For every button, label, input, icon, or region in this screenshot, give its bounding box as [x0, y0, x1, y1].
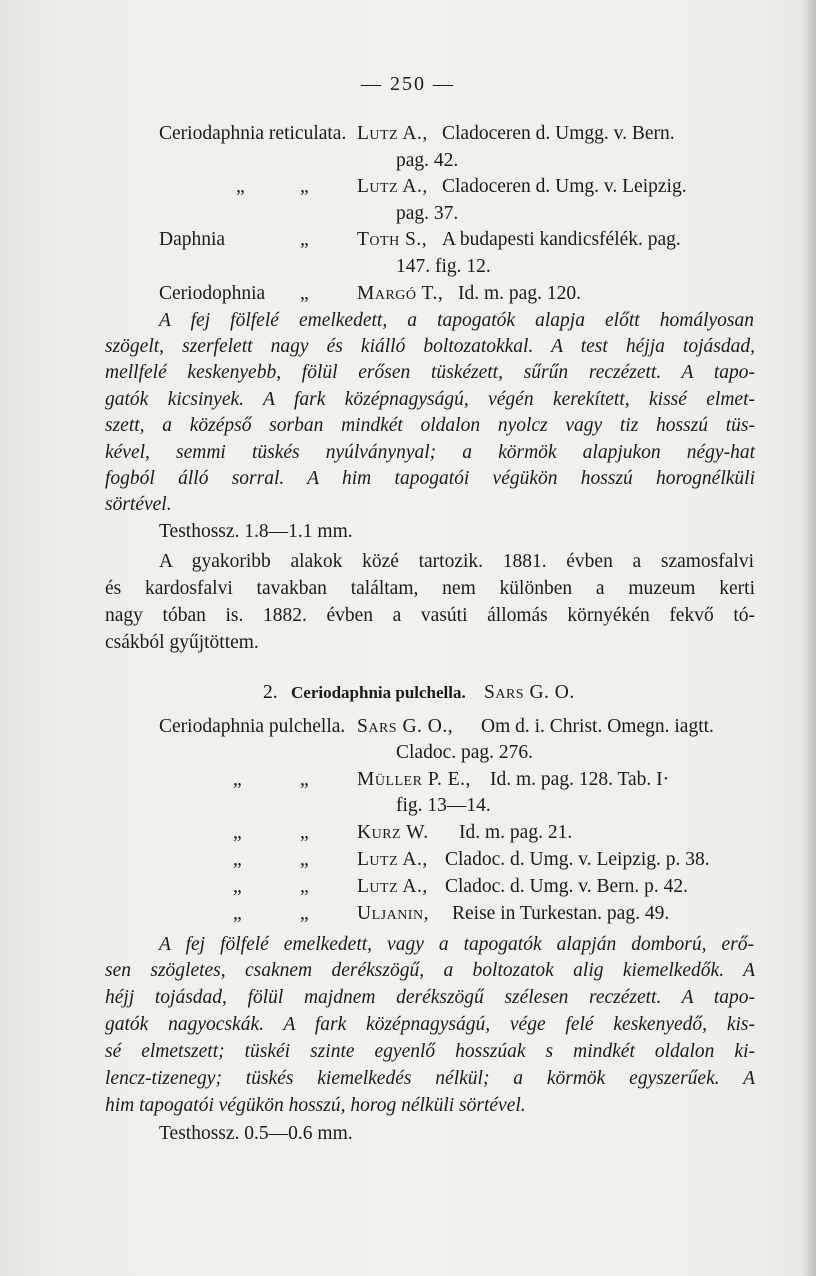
ref-ditto-mark: „ — [233, 849, 242, 870]
ref-ditto-mark: „ — [300, 769, 309, 790]
ref-species-name: Daphnia — [159, 229, 226, 250]
ref-continuation: pag. 42. — [396, 150, 459, 171]
description-line: sé elmetszett; tüskéi szinte egyenlő hosszúak s mindkét oldalon ki- — [105, 1041, 755, 1062]
species-heading-number: 2. — [263, 682, 278, 703]
ref-ditto-mark: „ — [236, 176, 245, 197]
ref-species-name: Ceriodaphnia pulchella. — [159, 716, 346, 737]
page-number: — 250 — — [361, 73, 455, 95]
ref-title: Om d. i. Christ. Omegn. iagtt. — [481, 716, 714, 737]
occurrence-line: nagy tóban is. 1882. évben a vasúti állomás környékén fekvő tó- — [105, 605, 755, 626]
ref-title: Id. m. pag. 128. Tab. I· — [490, 769, 670, 790]
ref-author: Sars G. O., — [357, 716, 454, 737]
ref-title: Id. m. pag. 21. — [459, 822, 573, 843]
ref-ditto-mark: „ — [300, 849, 309, 870]
page-edge-shadow — [802, 0, 816, 1276]
ref-author: Uljanin, — [357, 903, 429, 924]
ref-author: Lutz A., — [357, 876, 428, 897]
species-heading-author: Sars G. O. — [484, 682, 575, 703]
description-line: sörtével. — [105, 494, 172, 515]
ref-title: Id. m. pag. 120. — [458, 283, 581, 304]
ref-continuation: 147. fig. 12. — [396, 256, 491, 277]
description-line: sen szögletes, csaknem derékszögű, a boltozatok alig kiemelkedők. A — [105, 960, 755, 981]
ref-author: Müller P. E., — [357, 769, 471, 790]
ref-author: Lutz A., — [357, 123, 428, 144]
body-length: Testhossz. 1.8—1.1 mm. — [159, 521, 353, 542]
ref-author: Lutz A., — [357, 849, 428, 870]
ref-ditto-mark: „ — [300, 283, 309, 304]
occurrence-line: és kardosfalvi tavakban találtam, nem különben a muzeum kerti — [105, 578, 755, 599]
ref-title: Cladoceren d. Umgg. v. Bern. — [442, 123, 675, 144]
ref-ditto-mark: „ — [233, 769, 242, 790]
ref-author: Kurz W. — [357, 822, 429, 843]
description-line: fogból álló sorral. A him tapogatói végükön hosszú horognélküli — [105, 468, 755, 489]
description-line: A fej fölfelé emelkedett, a tapogatók alapja előtt homályosan — [159, 310, 754, 331]
species-heading-name: Ceriodaphnia pulchella. — [291, 683, 466, 702]
description-line: szett, a középső sorban mindkét oldalon nyolcz vagy tiz hosszú tüs- — [105, 415, 755, 436]
ref-title: Cladoceren d. Umg. v. Leipzig. — [442, 176, 687, 197]
ref-ditto-mark: „ — [300, 229, 309, 250]
ref-author: Lutz A., — [357, 176, 428, 197]
ref-continuation: pag. 37. — [396, 203, 459, 224]
ref-continuation: Cladoc. pag. 276. — [396, 742, 534, 763]
ref-author: Margó T., — [357, 283, 444, 304]
ref-species-name: Ceriodaphnia reticulata. — [159, 123, 347, 144]
ref-author: Toth S., — [357, 229, 428, 250]
ref-ditto-mark: „ — [233, 822, 242, 843]
ref-title: Cladoc. d. Umg. v. Bern. p. 42. — [445, 876, 688, 897]
ref-ditto-mark: „ — [300, 176, 309, 197]
description-line: gatók nagyocskák. A fark középnagyságú, vége felé keskenyedő, kis- — [105, 1014, 755, 1035]
ref-title: A budapesti kandicsfélék. pag. — [442, 229, 681, 250]
description-line: kével, semmi tüskés nyúlványnyal; a körmök alapjukon négy-hat — [105, 442, 755, 463]
description-line: héjj tojásdad, fölül majdnem derékszögű szélesen reczézett. A tapo- — [105, 987, 755, 1008]
description-line: mellfelé keskenyebb, fölül erősen tüskézett, sűrűn reczézett. A tapo- — [105, 362, 755, 383]
ref-title: Cladoc. d. Umg. v. Leipzig. p. 38. — [445, 849, 710, 870]
ref-species-name: Ceriodophnia — [159, 283, 266, 304]
description-line: szögelt, szerfelett nagy és kiálló boltozatokkal. A test héjja tojásdad, — [105, 336, 755, 357]
ref-ditto-mark: „ — [300, 822, 309, 843]
body-length: Testhossz. 0.5—0.6 mm. — [159, 1123, 353, 1144]
occurrence-line: A gyakoribb alakok közé tartozik. 1881. évben a szamosfalvi — [159, 551, 754, 572]
occurrence-line: csákból gyűjtöttem. — [105, 632, 259, 653]
description-line: A fej fölfelé emelkedett, vagy a tapogatók alapján domború, erő- — [159, 934, 754, 955]
ref-ditto-mark: „ — [233, 876, 242, 897]
ref-ditto-mark: „ — [300, 876, 309, 897]
ref-ditto-mark: „ — [233, 903, 242, 924]
description-line: gatók kicsinyek. A fark középnagyságú, végén kerekített, kissé elmet- — [105, 389, 755, 410]
ref-continuation: fig. 13—14. — [396, 795, 491, 816]
ref-ditto-mark: „ — [300, 903, 309, 924]
ref-title: Reise in Turkestan. pag. 49. — [452, 903, 670, 924]
description-line: lencz-tizenegy; tüskés kiemelkedés nélkül; a körmök egyszerűek. A — [105, 1068, 755, 1089]
description-line: him tapogatói végükön hosszú, horog nélküli sörtével. — [105, 1095, 526, 1116]
